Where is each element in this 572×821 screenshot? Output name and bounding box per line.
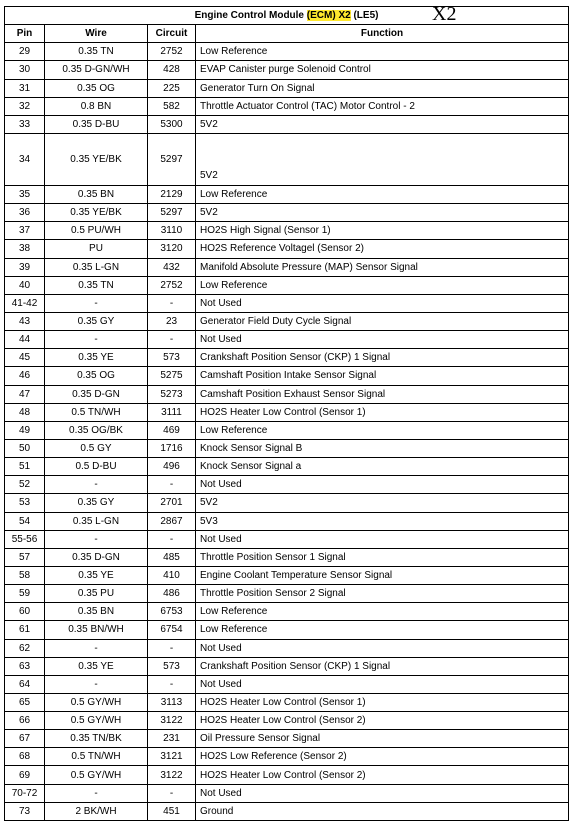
table-row	[5, 222, 569, 240]
pin-cell: 51	[5, 458, 45, 476]
circuit-cell: 573	[148, 349, 196, 367]
wire-cell: -	[45, 530, 148, 548]
pin-cell: 39	[5, 258, 45, 276]
wire-cell: 0.35 D-GN	[45, 385, 148, 403]
wire-cell: 0.35 TN	[45, 43, 148, 61]
wire-cell: 0.35 BN	[45, 603, 148, 621]
table-row	[5, 385, 569, 403]
pin-cell: 69	[5, 766, 45, 784]
pin-cell: 67	[5, 730, 45, 748]
circuit-cell: 23	[148, 312, 196, 330]
circuit-cell: 5273	[148, 385, 196, 403]
pin-cell: 35	[5, 185, 45, 203]
table-row	[5, 585, 569, 603]
circuit-cell: 1716	[148, 439, 196, 457]
circuit-cell: 2701	[148, 494, 196, 512]
pin-cell: 46	[5, 367, 45, 385]
circuit-cell: 3113	[148, 693, 196, 711]
function-cell: Generator Turn On Signal	[196, 79, 569, 97]
function-cell: Not Used	[196, 331, 569, 349]
wire-cell: 0.35 OG/BK	[45, 421, 148, 439]
function-cell: Throttle Actuator Control (TAC) Motor Control - 2	[196, 97, 569, 115]
function-cell: Not Used	[196, 639, 569, 657]
wire-cell: 0.35 PU	[45, 585, 148, 603]
wire-cell: 0.35 YE	[45, 566, 148, 584]
table-row	[5, 204, 569, 222]
pin-cell: 41-42	[5, 294, 45, 312]
pin-cell: 64	[5, 675, 45, 693]
function-cell: Oil Pressure Sensor Signal	[196, 730, 569, 748]
table-row	[5, 530, 569, 548]
circuit-cell: 469	[148, 421, 196, 439]
table-row	[5, 439, 569, 457]
pin-cell: 36	[5, 204, 45, 222]
table-row	[5, 766, 569, 784]
circuit-cell: 3122	[148, 766, 196, 784]
wire-cell: 0.5 TN/WH	[45, 748, 148, 766]
table-row	[5, 784, 569, 802]
wire-cell: 2 BK/WH	[45, 802, 148, 820]
function-cell: HO2S High Signal (Sensor 1)	[196, 222, 569, 240]
pin-cell: 37	[5, 222, 45, 240]
circuit-cell: 3121	[148, 748, 196, 766]
wire-cell: 0.5 GY/WH	[45, 766, 148, 784]
function-cell: Not Used	[196, 675, 569, 693]
pin-cell: 65	[5, 693, 45, 711]
table-row	[5, 621, 569, 639]
circuit-cell: 6753	[148, 603, 196, 621]
circuit-cell: -	[148, 530, 196, 548]
pin-cell: 47	[5, 385, 45, 403]
pin-cell: 70-72	[5, 784, 45, 802]
table-row	[5, 476, 569, 494]
circuit-cell: 2752	[148, 276, 196, 294]
table-row	[5, 61, 569, 79]
wire-cell: 0.5 GY/WH	[45, 712, 148, 730]
circuit-cell: 3110	[148, 222, 196, 240]
table-row	[5, 43, 569, 61]
header-circuit: Circuit	[148, 25, 196, 43]
wire-cell: 0.35 YE	[45, 349, 148, 367]
function-cell: EVAP Canister purge Solenoid Control	[196, 61, 569, 79]
pin-cell: 49	[5, 421, 45, 439]
wire-cell: 0.35 L-GN	[45, 512, 148, 530]
wire-cell: 0.35 OG	[45, 367, 148, 385]
table-row	[5, 79, 569, 97]
table-row	[5, 693, 569, 711]
pin-cell: 44	[5, 331, 45, 349]
pin-cell: 58	[5, 566, 45, 584]
function-cell: Low Reference	[196, 185, 569, 203]
function-cell: Manifold Absolute Pressure (MAP) Sensor Signal	[196, 258, 569, 276]
function-cell: 5V2	[196, 115, 569, 133]
wire-cell: 0.35 GY	[45, 494, 148, 512]
circuit-cell: 3120	[148, 240, 196, 258]
table-row	[5, 349, 569, 367]
wire-cell: 0.35 GY	[45, 312, 148, 330]
circuit-cell: -	[148, 639, 196, 657]
circuit-cell: 582	[148, 97, 196, 115]
function-cell: Engine Coolant Temperature Sensor Signal	[196, 566, 569, 584]
circuit-cell: 225	[148, 79, 196, 97]
circuit-cell: 5300	[148, 115, 196, 133]
pin-cell: 29	[5, 43, 45, 61]
function-cell: Knock Sensor Signal a	[196, 458, 569, 476]
function-cell: Generator Field Duty Cycle Signal	[196, 312, 569, 330]
circuit-cell: 5297	[148, 133, 196, 185]
table-row	[5, 258, 569, 276]
table-title-row	[5, 7, 569, 25]
circuit-cell: 573	[148, 657, 196, 675]
wire-cell: 0.35 YE	[45, 657, 148, 675]
function-cell: Camshaft Position Exhaust Sensor Signal	[196, 385, 569, 403]
function-cell: 5V2	[196, 133, 569, 185]
function-cell: HO2S Reference Voltagel (Sensor 2)	[196, 240, 569, 258]
wire-cell: 0.5 GY	[45, 439, 148, 457]
table-row	[5, 240, 569, 258]
pin-cell: 33	[5, 115, 45, 133]
table-row	[5, 494, 569, 512]
table-row	[5, 712, 569, 730]
table-row	[5, 675, 569, 693]
function-cell: Not Used	[196, 476, 569, 494]
table-row	[5, 185, 569, 203]
function-cell: HO2S Heater Low Control (Sensor 2)	[196, 712, 569, 730]
function-cell: Throttle Position Sensor 2 Signal	[196, 585, 569, 603]
circuit-cell: 486	[148, 585, 196, 603]
wire-cell: 0.35 OG	[45, 79, 148, 97]
circuit-cell: 2867	[148, 512, 196, 530]
table-row	[5, 802, 569, 820]
function-cell: Throttle Position Sensor 1 Signal	[196, 548, 569, 566]
table-row	[5, 548, 569, 566]
table-row	[5, 512, 569, 530]
circuit-cell: -	[148, 331, 196, 349]
pin-cell: 34	[5, 133, 45, 185]
circuit-cell: -	[148, 784, 196, 802]
function-cell: Low Reference	[196, 421, 569, 439]
wire-cell: 0.5 D-BU	[45, 458, 148, 476]
wire-cell: -	[45, 476, 148, 494]
wire-cell: 0.35 YE/BK	[45, 204, 148, 222]
title-highlight: (ECM) X2	[306, 10, 351, 22]
function-cell: HO2S Heater Low Control (Sensor 1)	[196, 693, 569, 711]
wire-cell: -	[45, 639, 148, 657]
wire-cell: -	[45, 294, 148, 312]
circuit-cell: 5275	[148, 367, 196, 385]
pin-cell: 40	[5, 276, 45, 294]
pin-cell: 43	[5, 312, 45, 330]
circuit-cell: 5297	[148, 204, 196, 222]
circuit-cell: -	[148, 476, 196, 494]
function-cell: Not Used	[196, 294, 569, 312]
wire-cell: 0.5 TN/WH	[45, 403, 148, 421]
pin-cell: 48	[5, 403, 45, 421]
wire-cell: 0.35 BN/WH	[45, 621, 148, 639]
wire-cell: -	[45, 784, 148, 802]
ecm-pinout-table	[4, 3, 569, 821]
table-row	[5, 657, 569, 675]
circuit-cell: 496	[148, 458, 196, 476]
circuit-cell: -	[148, 675, 196, 693]
function-cell: Crankshaft Position Sensor (CKP) 1 Signal	[196, 349, 569, 367]
table-title: Engine Control Module (ECM) X2 (LE5)	[5, 7, 569, 25]
wire-cell: 0.35 BN	[45, 185, 148, 203]
function-cell: Low Reference	[196, 43, 569, 61]
pin-cell: 52	[5, 476, 45, 494]
table-row	[5, 312, 569, 330]
circuit-cell: 451	[148, 802, 196, 820]
function-cell: HO2S Low Reference (Sensor 2)	[196, 748, 569, 766]
pin-cell: 63	[5, 657, 45, 675]
pin-cell: 50	[5, 439, 45, 457]
function-cell: Ground	[196, 802, 569, 820]
wire-cell: -	[45, 331, 148, 349]
circuit-cell: 3111	[148, 403, 196, 421]
function-cell: Low Reference	[196, 603, 569, 621]
table-row	[5, 639, 569, 657]
table-row	[5, 748, 569, 766]
pin-cell: 54	[5, 512, 45, 530]
header-pin: Pin	[5, 25, 45, 43]
pin-cell: 66	[5, 712, 45, 730]
pin-cell: 59	[5, 585, 45, 603]
circuit-cell: 485	[148, 548, 196, 566]
pin-cell: 38	[5, 240, 45, 258]
wire-cell: 0.35 TN/BK	[45, 730, 148, 748]
table-row	[5, 458, 569, 476]
function-cell: Camshaft Position Intake Sensor Signal	[196, 367, 569, 385]
circuit-cell: 432	[148, 258, 196, 276]
function-cell: Low Reference	[196, 621, 569, 639]
header-wire: Wire	[45, 25, 148, 43]
header-row	[5, 25, 569, 43]
handwritten-x2-note: X2	[432, 3, 457, 25]
pin-cell: 73	[5, 802, 45, 820]
function-cell: HO2S Heater Low Control (Sensor 1)	[196, 403, 569, 421]
table-row	[5, 276, 569, 294]
pin-cell: 45	[5, 349, 45, 367]
function-cell: 5V2	[196, 204, 569, 222]
table-row	[5, 331, 569, 349]
wire-cell: 0.35 D-GN	[45, 548, 148, 566]
wire-cell: 0.35 D-BU	[45, 115, 148, 133]
wire-cell: 0.35 L-GN	[45, 258, 148, 276]
wire-cell: 0.35 D-GN/WH	[45, 61, 148, 79]
wire-cell: 0.8 BN	[45, 97, 148, 115]
table-row	[5, 566, 569, 584]
pin-cell: 30	[5, 61, 45, 79]
pin-cell: 53	[5, 494, 45, 512]
function-cell: Low Reference	[196, 276, 569, 294]
pin-cell: 60	[5, 603, 45, 621]
pin-cell: 62	[5, 639, 45, 657]
table-row	[5, 115, 569, 133]
pin-cell: 55-56	[5, 530, 45, 548]
circuit-cell: 3122	[148, 712, 196, 730]
wire-cell: 0.5 GY/WH	[45, 693, 148, 711]
function-cell: 5V3	[196, 512, 569, 530]
wire-cell: 0.35 TN	[45, 276, 148, 294]
pin-cell: 32	[5, 97, 45, 115]
table-row	[5, 294, 569, 312]
wire-cell: PU	[45, 240, 148, 258]
table-row	[5, 421, 569, 439]
circuit-cell: 231	[148, 730, 196, 748]
table-row	[5, 367, 569, 385]
wire-cell: 0.35 YE/BK	[45, 133, 148, 185]
function-cell: Not Used	[196, 784, 569, 802]
circuit-cell: 6754	[148, 621, 196, 639]
function-cell: 5V2	[196, 494, 569, 512]
function-cell: Knock Sensor Signal B	[196, 439, 569, 457]
table-row	[5, 730, 569, 748]
wire-cell: -	[45, 675, 148, 693]
header-function: Function	[196, 25, 569, 43]
circuit-cell: -	[148, 294, 196, 312]
table-row	[5, 133, 569, 185]
function-cell: Not Used	[196, 530, 569, 548]
table-row	[5, 97, 569, 115]
circuit-cell: 2129	[148, 185, 196, 203]
wire-cell: 0.5 PU/WH	[45, 222, 148, 240]
circuit-cell: 428	[148, 61, 196, 79]
pin-cell: 57	[5, 548, 45, 566]
function-cell: HO2S Heater Low Control (Sensor 2)	[196, 766, 569, 784]
function-cell: Crankshaft Position Sensor (CKP) 1 Signal	[196, 657, 569, 675]
pin-cell: 31	[5, 79, 45, 97]
table-row	[5, 603, 569, 621]
circuit-cell: 2752	[148, 43, 196, 61]
circuit-cell: 410	[148, 566, 196, 584]
table-row	[5, 403, 569, 421]
pin-cell: 61	[5, 621, 45, 639]
pin-cell: 68	[5, 748, 45, 766]
